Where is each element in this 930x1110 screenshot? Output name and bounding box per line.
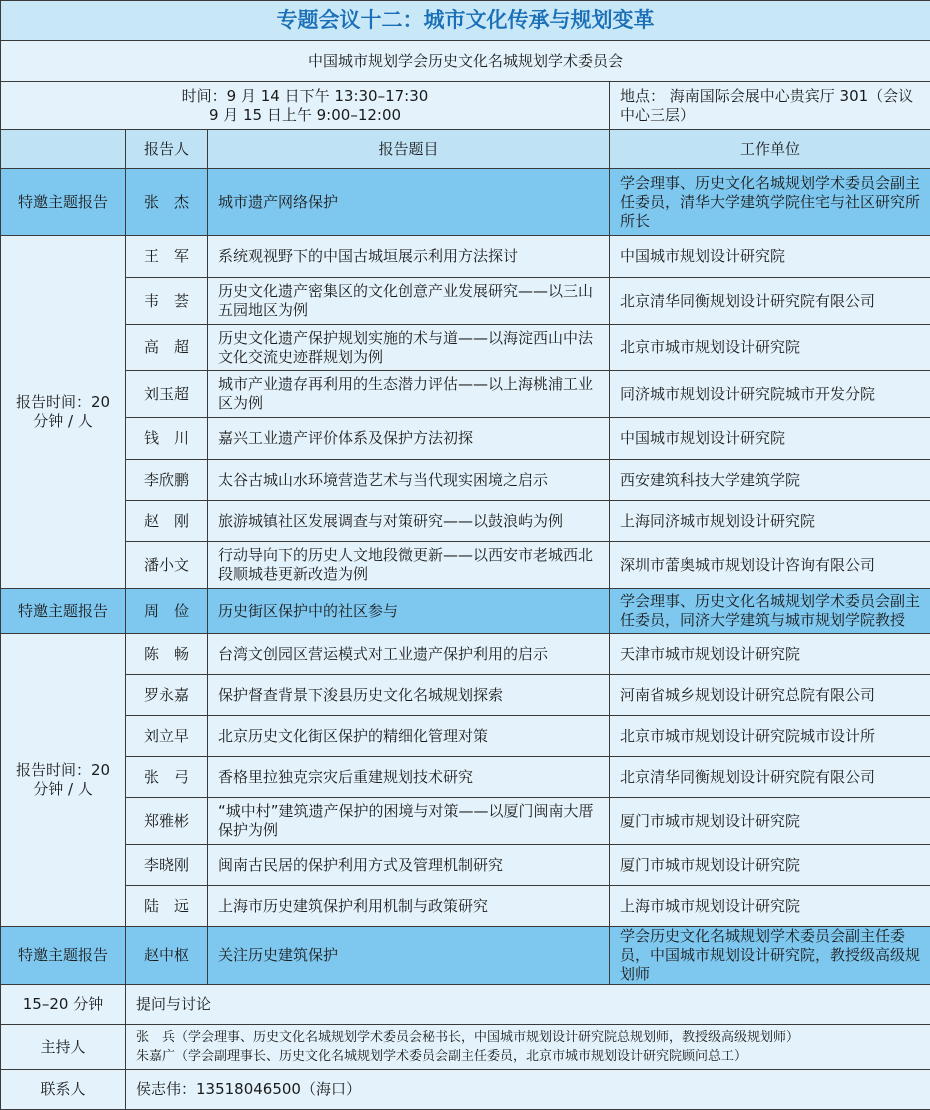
row-topic: 香格里拉独克宗灾后重建规划技术研究 [208,757,610,798]
row-speaker: 钱 川 [126,418,208,460]
row-unit: 厦门市城市规划设计研究院 [610,845,930,886]
row-unit: 西安建筑科技大学建筑学院 [610,460,930,501]
group-time-label: 报告时间：20 分钟 / 人 [1,634,126,927]
row-topic: 历史文化遗产保护规划实施的术与道——以海淀西山中法文化交流史迹群规划为例 [208,325,610,371]
row-unit: 北京清华同衡规划设计研究院有限公司 [610,278,930,325]
row-speaker: 韦 荟 [126,278,208,325]
header-unit: 工作单位 [610,130,930,169]
keynote-speaker: 周 俭 [126,589,208,634]
keynote-topic: 城市遗产网络保护 [208,169,610,236]
row-topic: “城中村”建筑遗产保护的困境与对策——以厦门闽南大厝保护为例 [208,798,610,845]
row-topic: 系统观视野下的中国古城垣展示利用方法探讨 [208,236,610,278]
row-unit: 同济城市规划设计研究院城市开发分院 [610,371,930,418]
host-1: 张 兵（学会理事、历史文化名城规划学术委员会秘书长，中国城市规划设计研究院总规划师，教授级高级规划师） [136,1030,800,1045]
row-speaker: 陆 远 [126,886,208,927]
contact-label: 联系人 [1,1070,126,1110]
keynote-unit: 学会理事、历史文化名城规划学术委员会副主任委员，清华大学建筑学院住宅与社区研究所所长 [610,169,930,236]
row-speaker: 刘立早 [126,716,208,757]
header-speaker: 报告人 [126,130,208,169]
row-speaker: 罗永嘉 [126,675,208,716]
row-topic: 上海市历史建筑保护利用机制与政策研究 [208,886,610,927]
keynote-topic: 历史街区保护中的社区参与 [208,589,610,634]
row-unit: 中国城市规划设计研究院 [610,236,930,278]
keynote-speaker: 赵中枢 [126,927,208,985]
row-speaker: 陈 畅 [126,634,208,675]
location: 地点： 海南国际会展中心贵宾厅 301（会议中心三层） [610,82,930,130]
row-topic: 行动导向下的历史人文地段微更新——以西安市老城西北段顺城巷更新改造为例 [208,542,610,589]
row-speaker: 王 军 [126,236,208,278]
row-topic: 保护督查背景下浚县历史文化名城规划探索 [208,675,610,716]
row-speaker: 潘小文 [126,542,208,589]
time-line-1: 时间：9 月 14 日下午 13:30–17:30 [181,86,429,105]
row-speaker: 张 弓 [126,757,208,798]
contact-value: 侯志伟：13518046500（海口） [126,1070,930,1110]
host-2: 朱嘉广（学会副理事长、历史文化名城规划学术委员会副主任委员，北京市城市规划设计研究院顾问总工） [136,1049,748,1064]
header-topic: 报告题目 [208,130,610,169]
row-topic: 历史文化遗产密集区的文化创意产业发展研究——以三山五园地区为例 [208,278,610,325]
keynote-unit: 学会历史文化名城规划学术委员会副主任委员，中国城市规划设计研究院，教授级高级规划师 [610,927,930,985]
organizer: 中国城市规划学会历史文化名城规划学术委员会 [1,41,930,82]
row-unit: 河南省城乡规划设计研究总院有限公司 [610,675,930,716]
row-topic: 闽南古民居的保护利用方式及管理机制研究 [208,845,610,886]
keynote-unit: 学会理事、历史文化名城规划学术委员会副主任委员，同济大学建筑与城市规划学院教授 [610,589,930,634]
hosts-value [126,1025,930,1070]
row-topic: 嘉兴工业遗产评价体系及保护方法初探 [208,418,610,460]
row-speaker: 郑雅彬 [126,798,208,845]
row-unit: 天津市城市规划设计研究院 [610,634,930,675]
row-topic: 城市产业遗存再利用的生态潜力评估——以上海桃浦工业区为例 [208,371,610,418]
row-speaker: 高 超 [126,325,208,371]
time-line-2: 9 月 15 日上午 9:00–12:00 [208,105,402,124]
row-unit: 中国城市规划设计研究院 [610,418,930,460]
row-unit: 北京市城市规划设计研究院 [610,325,930,371]
hosts-label: 主持人 [1,1025,126,1070]
keynote-label: 特邀主题报告 [1,169,126,236]
row-topic: 北京历史文化街区保护的精细化管理对策 [208,716,610,757]
row-unit: 深圳市蕾奥城市规划设计咨询有限公司 [610,542,930,589]
keynote-topic: 关注历史建筑保护 [208,927,610,985]
row-unit: 上海同济城市规划设计研究院 [610,501,930,542]
keynote-label: 特邀主题报告 [1,927,126,985]
keynote-speaker: 张 杰 [126,169,208,236]
row-unit: 厦门市城市规划设计研究院 [610,798,930,845]
row-topic: 太谷古城山水环境营造艺术与当代现实困境之启示 [208,460,610,501]
row-unit: 北京市城市规划设计研究院城市设计所 [610,716,930,757]
row-speaker: 刘玉超 [126,371,208,418]
page-title: 专题会议十二：城市文化传承与规划变革 [1,1,930,41]
row-topic: 旅游城镇社区发展调查与对策研究——以鼓浪屿为例 [208,501,610,542]
row-topic: 台湾文创园区营运模式对工业遗产保护利用的启示 [208,634,610,675]
keynote-label: 特邀主题报告 [1,589,126,634]
row-unit: 上海市城市规划设计研究院 [610,886,930,927]
discussion-value: 提问与讨论 [126,985,930,1025]
row-speaker: 李晓刚 [126,845,208,886]
row-unit: 北京清华同衡规划设计研究院有限公司 [610,757,930,798]
row-speaker: 赵 刚 [126,501,208,542]
header-empty [1,130,126,169]
session-time [1,82,610,130]
discussion-label: 15–20 分钟 [1,985,126,1025]
row-speaker: 李欣鹏 [126,460,208,501]
group-time-label: 报告时间：20 分钟 / 人 [1,236,126,589]
